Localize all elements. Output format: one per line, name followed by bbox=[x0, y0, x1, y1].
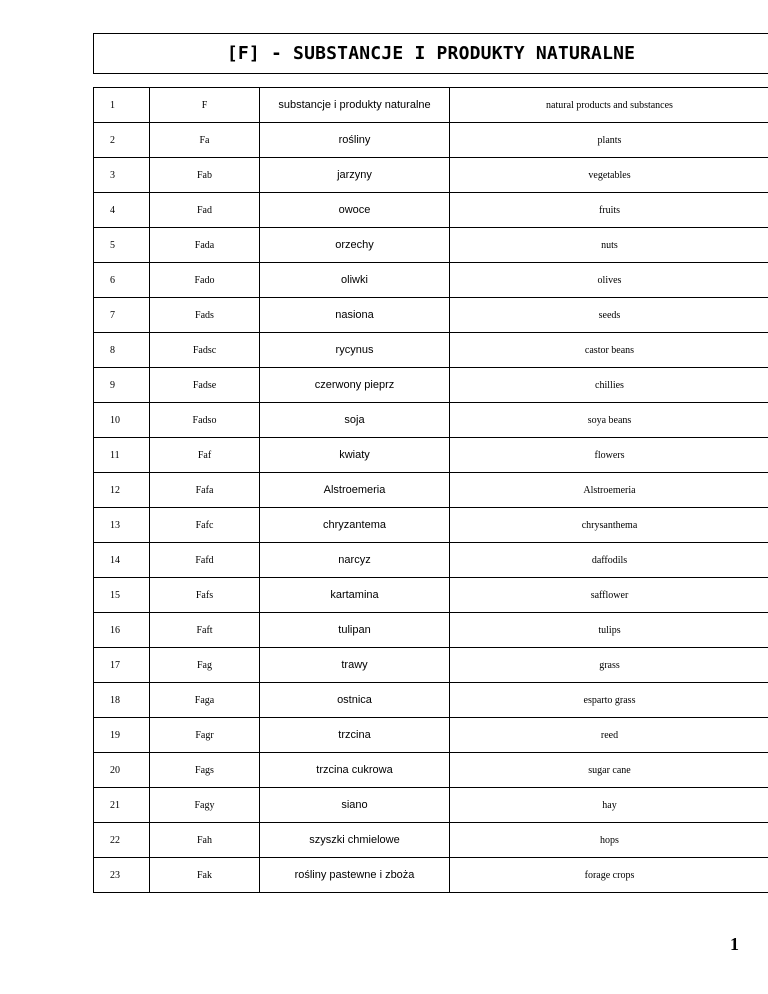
table-row bbox=[94, 683, 768, 718]
page-title: [F] - SUBSTANCJE I PRODUKTY NATURALNE bbox=[226, 43, 636, 64]
row-number: 20 bbox=[94, 753, 150, 788]
row-code: Fagy bbox=[150, 788, 260, 823]
row-english-term: grass bbox=[450, 648, 768, 683]
row-number: 6 bbox=[94, 263, 150, 298]
row-polish-term: rośliny pastewne i zboża bbox=[260, 858, 450, 893]
table-row bbox=[94, 298, 768, 333]
row-number: 16 bbox=[94, 613, 150, 648]
row-english-term: chrysanthema bbox=[450, 508, 768, 543]
row-number: 15 bbox=[94, 578, 150, 613]
row-code: Fafd bbox=[150, 543, 260, 578]
row-english-term: esparto grass bbox=[450, 683, 768, 718]
row-code: Fab bbox=[150, 158, 260, 193]
row-number: 8 bbox=[94, 333, 150, 368]
row-polish-term: szyszki chmielowe bbox=[260, 823, 450, 858]
table-row bbox=[94, 788, 768, 823]
row-number: 19 bbox=[94, 718, 150, 753]
row-code: Faf bbox=[150, 438, 260, 473]
row-code: Faft bbox=[150, 613, 260, 648]
row-english-term: castor beans bbox=[450, 333, 768, 368]
table-row bbox=[94, 578, 768, 613]
row-polish-term: chryzantema bbox=[260, 508, 450, 543]
row-english-term: olives bbox=[450, 263, 768, 298]
row-english-term: vegetables bbox=[450, 158, 768, 193]
table-row bbox=[94, 88, 768, 123]
row-english-term: plants bbox=[450, 123, 768, 158]
row-polish-term: owoce bbox=[260, 193, 450, 228]
row-english-term: Alstroemeria bbox=[450, 473, 768, 508]
table-row bbox=[94, 613, 768, 648]
table-row bbox=[94, 648, 768, 683]
table-row bbox=[94, 123, 768, 158]
table-row bbox=[94, 263, 768, 298]
row-code: Fafs bbox=[150, 578, 260, 613]
table-row bbox=[94, 718, 768, 753]
row-polish-term: trzcina bbox=[260, 718, 450, 753]
row-english-term: daffodils bbox=[450, 543, 768, 578]
row-number: 1 bbox=[94, 88, 150, 123]
table-row bbox=[94, 403, 768, 438]
row-english-term: hops bbox=[450, 823, 768, 858]
row-number: 2 bbox=[94, 123, 150, 158]
row-number: 10 bbox=[94, 403, 150, 438]
row-english-term: nuts bbox=[450, 228, 768, 263]
table-row bbox=[94, 193, 768, 228]
row-code: Fado bbox=[150, 263, 260, 298]
row-number: 5 bbox=[94, 228, 150, 263]
row-polish-term: tulipan bbox=[260, 613, 450, 648]
row-number: 3 bbox=[94, 158, 150, 193]
row-polish-term: trzcina cukrowa bbox=[260, 753, 450, 788]
row-code: Fada bbox=[150, 228, 260, 263]
table-row bbox=[94, 543, 768, 578]
row-english-term: flowers bbox=[450, 438, 768, 473]
row-code: Fafa bbox=[150, 473, 260, 508]
row-english-term: natural products and substances bbox=[450, 88, 768, 123]
row-number: 17 bbox=[94, 648, 150, 683]
row-number: 4 bbox=[94, 193, 150, 228]
row-english-term: sugar cane bbox=[450, 753, 768, 788]
table-row bbox=[94, 473, 768, 508]
row-polish-term: soja bbox=[260, 403, 450, 438]
row-polish-term: rośliny bbox=[260, 123, 450, 158]
row-english-term: fruits bbox=[450, 193, 768, 228]
page-number: 1 bbox=[730, 934, 739, 954]
row-number: 13 bbox=[94, 508, 150, 543]
row-english-term: tulips bbox=[450, 613, 768, 648]
row-code: F bbox=[150, 88, 260, 123]
table-row bbox=[94, 228, 768, 263]
table-body bbox=[94, 88, 768, 893]
row-number: 9 bbox=[94, 368, 150, 403]
table-row bbox=[94, 368, 768, 403]
row-code: Fad bbox=[150, 193, 260, 228]
row-polish-term: oliwki bbox=[260, 263, 450, 298]
row-english-term: soya beans bbox=[450, 403, 768, 438]
row-polish-term: trawy bbox=[260, 648, 450, 683]
row-code: Fadsc bbox=[150, 333, 260, 368]
table-row bbox=[94, 508, 768, 543]
row-code: Fads bbox=[150, 298, 260, 333]
row-code: Fagr bbox=[150, 718, 260, 753]
row-code: Fadse bbox=[150, 368, 260, 403]
row-number: 21 bbox=[94, 788, 150, 823]
classification-table bbox=[93, 87, 768, 893]
row-number: 12 bbox=[94, 473, 150, 508]
row-code: Fadso bbox=[150, 403, 260, 438]
row-code: Fah bbox=[150, 823, 260, 858]
row-polish-term: kwiaty bbox=[260, 438, 450, 473]
row-polish-term: kartamina bbox=[260, 578, 450, 613]
row-polish-term: nasiona bbox=[260, 298, 450, 333]
row-english-term: safflower bbox=[450, 578, 768, 613]
row-english-term: forage crops bbox=[450, 858, 768, 893]
row-polish-term: substancje i produkty naturalne bbox=[260, 88, 450, 123]
row-number: 7 bbox=[94, 298, 150, 333]
row-number: 22 bbox=[94, 823, 150, 858]
row-polish-term: rycynus bbox=[260, 333, 450, 368]
row-number: 11 bbox=[94, 438, 150, 473]
row-polish-term: narcyz bbox=[260, 543, 450, 578]
title-box bbox=[93, 33, 768, 74]
table-row bbox=[94, 158, 768, 193]
row-code: Faga bbox=[150, 683, 260, 718]
row-english-term: hay bbox=[450, 788, 768, 823]
row-code: Fa bbox=[150, 123, 260, 158]
row-number: 23 bbox=[94, 858, 150, 893]
row-polish-term: siano bbox=[260, 788, 450, 823]
table-row bbox=[94, 753, 768, 788]
row-code: Fags bbox=[150, 753, 260, 788]
table-row bbox=[94, 438, 768, 473]
row-english-term: chillies bbox=[450, 368, 768, 403]
row-polish-term: ostnica bbox=[260, 683, 450, 718]
row-code: Fak bbox=[150, 858, 260, 893]
row-polish-term: Alstroemeria bbox=[260, 473, 450, 508]
row-polish-term: jarzyny bbox=[260, 158, 450, 193]
table-row bbox=[94, 333, 768, 368]
row-polish-term: czerwony pieprz bbox=[260, 368, 450, 403]
row-polish-term: orzechy bbox=[260, 228, 450, 263]
row-number: 14 bbox=[94, 543, 150, 578]
table-row bbox=[94, 823, 768, 858]
row-english-term: reed bbox=[450, 718, 768, 753]
row-code: Fag bbox=[150, 648, 260, 683]
row-code: Fafc bbox=[150, 508, 260, 543]
table-row bbox=[94, 858, 768, 893]
row-number: 18 bbox=[94, 683, 150, 718]
row-english-term: seeds bbox=[450, 298, 768, 333]
